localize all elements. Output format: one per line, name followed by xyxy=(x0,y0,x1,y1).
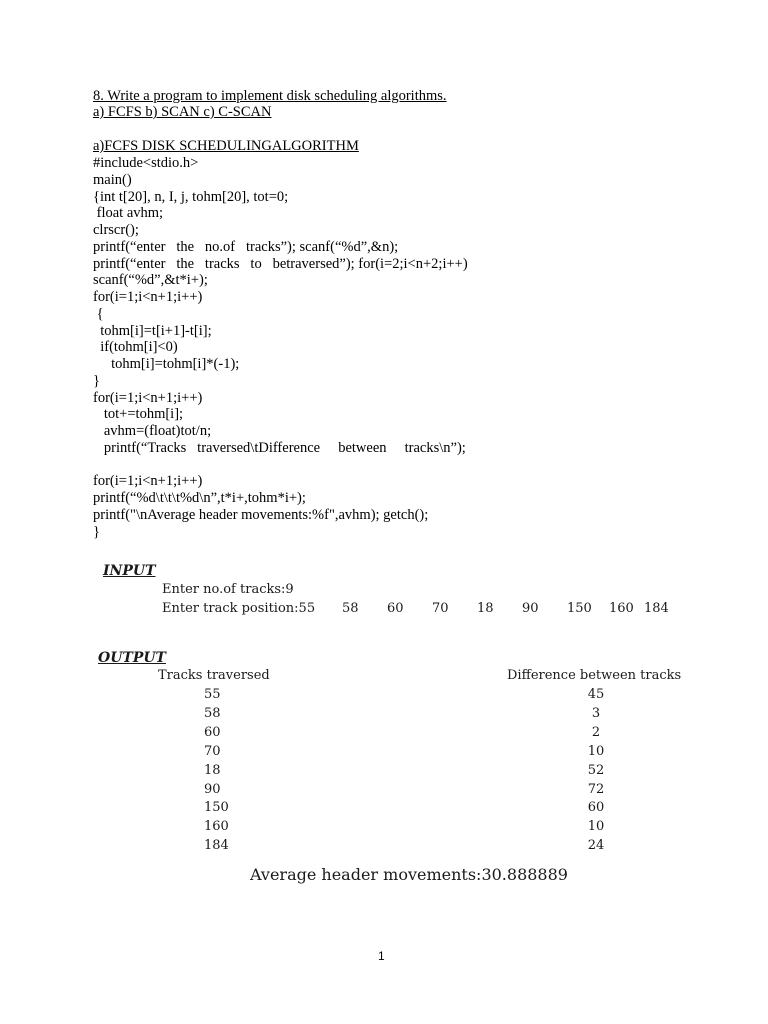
code-line: printf(“enter the no.of tracks”); scanf(“%d”,&n); xyxy=(93,238,399,255)
track-value: 70 xyxy=(204,743,221,759)
code-line: for(i=1;i<n+1;i++) xyxy=(93,389,203,406)
track-value: 90 xyxy=(204,781,221,797)
difference-value: 24 xyxy=(587,838,605,854)
output-heading: OUTPUT xyxy=(98,650,166,666)
track-value: 60 xyxy=(204,724,221,740)
code-line: printf(“Tracks traversed\tDifference between tracks\n”); xyxy=(93,439,466,456)
code-line: tohm[i]=tohm[i]*(-1); xyxy=(93,356,240,372)
input-position-value: 70 xyxy=(432,601,449,616)
input-position-value: 60 xyxy=(387,601,404,616)
document-title: 8. Write a program to implement disk scheduling algorithms. xyxy=(93,88,447,104)
code-line: for(i=1;i<n+1;i++) xyxy=(93,473,203,490)
code-line: printf(“enter the tracks to betraversed”); for(i=2;i<n+2;i++) xyxy=(93,255,468,272)
code-line: float avhm; xyxy=(93,205,164,222)
code-line: printf("\nAverage header movements:%f",avhm); getch(); xyxy=(93,506,429,523)
code-line: main() xyxy=(93,171,132,188)
input-position-value: 58 xyxy=(342,601,359,616)
difference-value: 10 xyxy=(587,743,605,759)
track-value: 55 xyxy=(204,687,221,702)
code-line: } xyxy=(93,523,100,540)
page-number: 1 xyxy=(378,949,385,963)
input-heading: INPUT xyxy=(103,563,156,579)
code-line: if(tohm[i]<0) xyxy=(93,339,178,356)
code-line: { xyxy=(93,305,104,322)
code-line: clrscr(); xyxy=(93,222,139,238)
code-line: avhm=(float)tot/n; xyxy=(93,423,212,439)
track-value: 184 xyxy=(204,838,229,854)
track-value: 150 xyxy=(204,800,229,816)
difference-value: 60 xyxy=(587,800,605,816)
difference-value: 10 xyxy=(587,819,605,835)
difference-value: 2 xyxy=(591,724,601,740)
average-result: Average header movements:30.888889 xyxy=(250,865,568,884)
document-subtitle: a) FCFS b) SCAN c) C-SCAN xyxy=(93,104,272,120)
code-line: tot+=tohm[i]; xyxy=(93,406,184,423)
output-col2-header: Difference between tracks xyxy=(507,668,682,683)
code-line: printf(“%d\t\t\t%d\n”,t*i+,tohm*i+); xyxy=(93,490,306,506)
track-value: 58 xyxy=(204,705,221,721)
input-position-label: Enter track position:55 xyxy=(162,601,316,616)
code-line: for(i=1;i<n+1;i++) xyxy=(93,289,203,305)
difference-value: 3 xyxy=(591,705,601,721)
input-position-value: 90 xyxy=(522,601,539,616)
difference-value: 52 xyxy=(587,762,605,778)
code-line: #include<stdio.h> xyxy=(93,155,199,171)
difference-value: 45 xyxy=(587,687,605,702)
code-line: tohm[i]=t[i+1]-t[i]; xyxy=(93,322,212,339)
code-line: {int t[20], n, I, j, tohm[20], tot=0; xyxy=(93,188,289,205)
code-line: } xyxy=(93,372,100,389)
code-line: scanf(“%d”,&t*i+); xyxy=(93,272,208,289)
track-value: 18 xyxy=(204,762,221,778)
input-position-value: 184 xyxy=(644,601,669,616)
difference-value: 72 xyxy=(587,781,605,797)
input-position-value: 150 xyxy=(567,601,592,616)
track-value: 160 xyxy=(204,819,229,835)
section-title: a)FCFS DISK SCHEDULINGALGORITHM xyxy=(93,138,359,154)
input-position-value: 160 xyxy=(609,601,634,616)
input-position-value: 18 xyxy=(477,601,494,616)
input-tracks-count: Enter no.of tracks:9 xyxy=(162,582,294,597)
output-col1-header: Tracks traversed xyxy=(158,668,270,683)
